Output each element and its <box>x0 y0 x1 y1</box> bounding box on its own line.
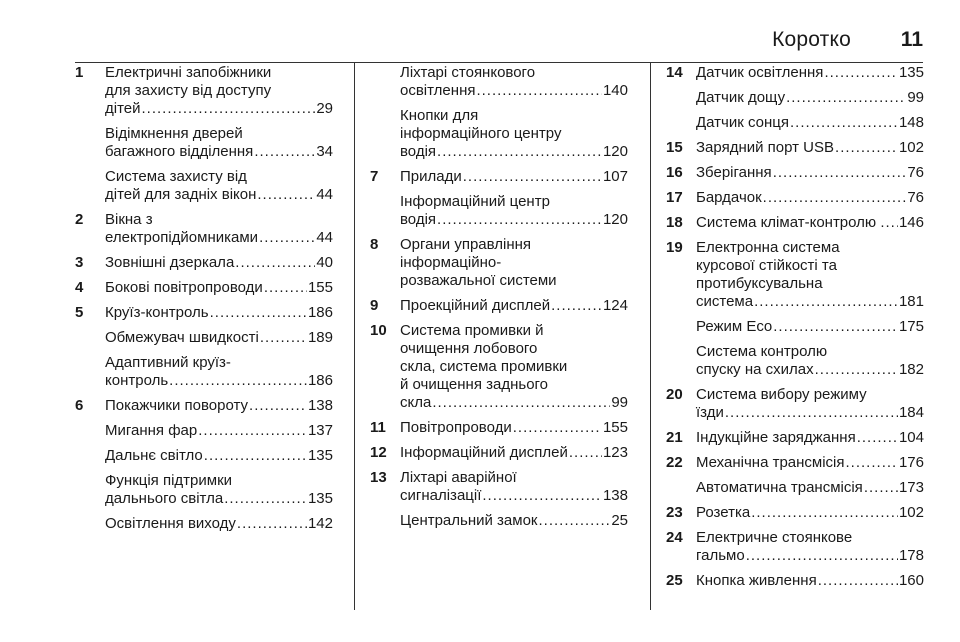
index-entry-line <box>666 429 924 447</box>
index-entry-page: 99 <box>907 89 924 106</box>
index-entry <box>666 529 924 565</box>
index-entry-line <box>370 469 628 487</box>
index-entry-text: Центральний замок <box>400 512 538 529</box>
index-entry-number: 10 <box>370 322 387 339</box>
index-entry-page: 186 <box>307 372 333 389</box>
index-entry-number: 21 <box>666 429 683 446</box>
index-entry <box>75 397 333 415</box>
index-entry-text: дітей для задніх вікон <box>105 186 257 203</box>
index-entry-text: Прилади <box>400 168 462 185</box>
index-entry-page: 176 <box>898 454 924 471</box>
dot-leader <box>725 404 898 422</box>
index-entry-page: 34 <box>316 143 333 160</box>
dot-leader <box>513 419 602 437</box>
index-entry-number: 15 <box>666 139 683 156</box>
index-entry-line <box>666 114 924 132</box>
index-entry-line <box>75 168 333 186</box>
index-entry-text: інформаційного центру <box>400 125 562 142</box>
index-entry-line <box>370 64 628 82</box>
dot-leader <box>437 143 602 161</box>
index-entry <box>666 318 924 336</box>
index-entry <box>666 479 924 497</box>
index-column-1 <box>75 64 333 540</box>
index-entry-number: 16 <box>666 164 683 181</box>
index-entry-page: 155 <box>307 279 333 296</box>
index-entry-page: 76 <box>907 189 924 206</box>
index-entry-page: 138 <box>307 397 333 414</box>
index-entry-text: Розетка <box>696 504 751 521</box>
index-entry-line <box>666 361 924 379</box>
column-divider-2 <box>650 62 651 610</box>
page-number: 11 <box>900 28 923 51</box>
page-header <box>75 26 923 58</box>
index-entry-line <box>666 479 924 497</box>
index-entry-page: 137 <box>307 422 333 439</box>
index-entry <box>666 239 924 311</box>
index-entry-number: 12 <box>370 444 387 461</box>
page-title: Коротко <box>772 28 851 51</box>
index-entry-page: 186 <box>307 304 333 321</box>
index-entry-line <box>75 125 333 143</box>
dot-leader <box>773 318 898 336</box>
index-entry-page: 123 <box>602 444 628 461</box>
index-entry <box>666 114 924 132</box>
dot-leader <box>463 168 602 186</box>
index-entry-text: Органи управління <box>400 236 532 253</box>
index-entry <box>370 469 628 505</box>
index-entry-line <box>666 504 924 522</box>
index-entry-text: система <box>696 293 754 310</box>
index-entry <box>666 189 924 207</box>
index-entry-text: освітлення <box>400 82 476 99</box>
index-entry-text: інформаційно- <box>400 254 502 271</box>
index-entry-text: електропідйомниками <box>105 229 259 246</box>
index-entry-text: Круїз-контроль <box>105 304 209 321</box>
index-entry-text: протибуксувальна <box>696 275 823 292</box>
dot-leader <box>204 447 307 465</box>
index-entry <box>75 515 333 533</box>
index-entry <box>75 125 333 161</box>
index-entry-text: водія <box>400 211 437 228</box>
column-divider-1 <box>354 62 355 610</box>
index-entry-page: 104 <box>898 429 924 446</box>
dot-leader <box>818 572 898 590</box>
index-entry-text: скла, система промивки <box>400 358 568 375</box>
index-entry-text: спуску на схилах <box>696 361 814 378</box>
dot-leader <box>746 547 898 565</box>
index-entry <box>75 472 333 508</box>
index-entry-page: 44 <box>316 186 333 203</box>
index-entry <box>666 504 924 522</box>
index-entry <box>75 447 333 465</box>
dot-leader <box>249 397 307 415</box>
index-entry-line <box>75 304 333 322</box>
index-entry-text: курсової стійкості та <box>696 257 837 274</box>
index-entry-text: для захисту від доступу <box>105 82 272 99</box>
index-entry-page: 155 <box>602 419 628 436</box>
index-entry-text: Електричні запобіжники <box>105 64 272 81</box>
index-entry-text: Система контролю <box>696 343 828 360</box>
index-entry-number: 6 <box>75 397 84 414</box>
index-entry-line <box>666 275 924 293</box>
index-entry-text: очищення лобового <box>400 340 538 357</box>
dot-leader <box>224 490 307 508</box>
index-entry-text: контроль <box>105 372 169 389</box>
index-column-2 <box>370 64 628 537</box>
index-entry-line <box>75 329 333 347</box>
index-entry-text: Датчик освітлення <box>696 64 824 81</box>
index-entry-number: 24 <box>666 529 683 546</box>
index-entry-text: Вікна з <box>105 211 153 228</box>
index-entry-line <box>666 189 924 207</box>
index-entry-line <box>370 419 628 437</box>
index-entry <box>666 343 924 379</box>
index-entry-line <box>666 547 924 565</box>
dot-leader <box>857 429 898 447</box>
index-entry-line <box>370 487 628 505</box>
index-entry-page: 178 <box>898 547 924 564</box>
index-entry-line <box>370 376 628 394</box>
index-entry-line <box>75 397 333 415</box>
index-entry-text: Електронна система <box>696 239 840 256</box>
index-entry-page: 40 <box>316 254 333 271</box>
dot-leader <box>751 504 898 522</box>
index-entry-text: Система промивки й <box>400 322 544 339</box>
index-entry <box>666 89 924 107</box>
dot-leader <box>476 82 602 100</box>
dot-leader <box>142 100 316 118</box>
index-entry-text: дальнього світла <box>105 490 224 507</box>
index-entry-text: Відімкнення дверей <box>105 125 243 142</box>
index-entry-page: 76 <box>907 164 924 181</box>
index-entry-line <box>666 572 924 590</box>
index-entry-line <box>666 89 924 107</box>
index-entry-line <box>666 404 924 422</box>
index-entry <box>370 297 628 315</box>
index-entry <box>370 64 628 100</box>
index-entry <box>370 444 628 462</box>
index-entry-page: 102 <box>898 139 924 156</box>
dot-leader <box>824 64 898 82</box>
dot-leader <box>235 254 315 272</box>
index-entry-line <box>666 454 924 472</box>
index-entry-line <box>75 490 333 508</box>
index-entry-line <box>666 164 924 182</box>
index-entry-line <box>666 64 924 82</box>
index-entry <box>370 236 628 290</box>
index-entry-text: Кнопки для <box>400 107 479 124</box>
index-entry-text: Ліхтарі стоянкового <box>400 64 536 81</box>
index-entry-number: 1 <box>75 64 84 81</box>
index-entry-page: 175 <box>898 318 924 335</box>
dot-leader <box>846 454 898 472</box>
index-entry-line <box>666 529 924 547</box>
index-entry-text: Система захисту від <box>105 168 247 185</box>
index-entry-text: й очищення заднього <box>400 376 549 393</box>
index-entry-page: 135 <box>898 64 924 81</box>
index-entry-line <box>370 272 628 290</box>
index-entry-line <box>75 447 333 465</box>
index-entry-number: 9 <box>370 297 379 314</box>
index-entry-page: 44 <box>316 229 333 246</box>
dot-leader <box>260 329 307 347</box>
index-entry-page: 124 <box>602 297 628 314</box>
index-entry-line <box>370 107 628 125</box>
dot-leader <box>210 304 307 322</box>
dot-leader <box>815 361 898 379</box>
index-entry-number: 25 <box>666 572 683 589</box>
index-entry-line <box>370 394 628 412</box>
dot-leader <box>886 214 898 232</box>
index-entry <box>75 64 333 118</box>
dot-leader <box>437 211 602 229</box>
index-entry-text: скла <box>400 394 432 411</box>
index-entry-line <box>75 64 333 82</box>
index-entry-text: Обмежувач швидкості <box>105 329 259 346</box>
index-entry-page: 173 <box>898 479 924 496</box>
index-entry-number: 17 <box>666 189 683 206</box>
index-entry-line <box>666 386 924 404</box>
index-entry-text: Бокові повітропроводи <box>105 279 263 296</box>
index-entry-line <box>75 422 333 440</box>
dot-leader <box>754 293 898 311</box>
index-entry-page: 142 <box>307 515 333 532</box>
index-entry-line <box>666 139 924 157</box>
index-entry-text: Дальнє світло <box>105 447 203 464</box>
dot-leader <box>259 229 315 247</box>
index-entry-line <box>75 354 333 372</box>
index-entry-number: 3 <box>75 254 84 271</box>
index-entry <box>370 322 628 412</box>
index-entry-line <box>666 293 924 311</box>
index-entry-line <box>370 193 628 211</box>
index-entry <box>75 329 333 347</box>
index-entry <box>75 211 333 247</box>
index-entry-text: Механічна трансмісія <box>696 454 845 471</box>
index-entry-number: 20 <box>666 386 683 403</box>
index-entry <box>666 139 924 157</box>
index-entry-page: 138 <box>602 487 628 504</box>
index-entry-page: 107 <box>602 168 628 185</box>
index-entry-text: Інформаційний центр <box>400 193 550 210</box>
index-entry-line <box>370 236 628 254</box>
index-entry-text: Бардачок <box>696 189 762 206</box>
index-entry-page: 135 <box>307 490 333 507</box>
dot-leader <box>169 372 307 390</box>
index-entry <box>666 454 924 472</box>
index-entry-page: 184 <box>898 404 924 421</box>
index-entry-number: 4 <box>75 279 84 296</box>
index-entry-text: Зарядний порт USB <box>696 139 835 156</box>
index-entry-line <box>370 143 628 161</box>
index-entry-line <box>75 82 333 100</box>
dot-leader <box>569 444 602 462</box>
index-entry-text: Освітлення виходу <box>105 515 236 532</box>
index-entry-page: 181 <box>898 293 924 310</box>
dot-leader <box>254 143 315 161</box>
index-entry <box>75 354 333 390</box>
index-entry-text: багажного відділення <box>105 143 254 160</box>
index-entry-number: 23 <box>666 504 683 521</box>
dot-leader <box>835 139 898 157</box>
index-entry-line <box>370 297 628 315</box>
index-entry-text: розважальної системи <box>400 272 557 289</box>
index-entry-text: Повітропроводи <box>400 419 512 436</box>
index-entry-line <box>75 186 333 204</box>
index-entry-line <box>75 515 333 533</box>
index-entry-text: Датчик сонця <box>696 114 789 131</box>
index-entry-line <box>75 279 333 297</box>
index-entry-text: Система клімат-контролю . <box>696 214 885 231</box>
index-entry-number: 8 <box>370 236 379 253</box>
index-entry-text: Датчик дощу <box>696 89 786 106</box>
index-entry-text: водія <box>400 143 437 160</box>
index-entry-page: 140 <box>602 82 628 99</box>
index-entry-line <box>75 100 333 118</box>
dot-leader <box>257 186 315 204</box>
index-entry-page: 148 <box>898 114 924 131</box>
index-entry-text: Функція підтримки <box>105 472 233 489</box>
index-entry-line <box>370 82 628 100</box>
dot-leader <box>539 512 611 530</box>
index-entry-text: Автоматична трансмісія <box>696 479 863 496</box>
index-entry <box>75 254 333 272</box>
index-entry <box>75 168 333 204</box>
index-entry-page: 102 <box>898 504 924 521</box>
dot-leader <box>237 515 307 533</box>
index-entry-line <box>75 472 333 490</box>
dot-leader <box>773 164 907 182</box>
index-entry-line <box>666 239 924 257</box>
index-column-3 <box>666 64 924 597</box>
dot-leader <box>264 279 307 297</box>
dot-leader <box>482 487 602 505</box>
index-entry <box>666 64 924 82</box>
dot-leader <box>864 479 898 497</box>
index-entry-page: 146 <box>898 214 924 231</box>
index-entry-line <box>370 340 628 358</box>
index-entry-line <box>75 254 333 272</box>
index-entry <box>75 422 333 440</box>
index-entry-page: 182 <box>898 361 924 378</box>
dot-leader <box>198 422 307 440</box>
index-entry <box>75 304 333 322</box>
index-entry-page: 29 <box>316 100 333 117</box>
index-entry-text: Система вибору режиму <box>696 386 867 403</box>
index-entry-text: Ліхтарі аварійної <box>400 469 517 486</box>
index-entry-text: Електричне стоянкове <box>696 529 853 546</box>
index-entry-number: 18 <box>666 214 683 231</box>
index-entry-text: гальмо <box>696 547 745 564</box>
index-entry-text: Проекційний дисплей <box>400 297 551 314</box>
index-entry <box>370 107 628 161</box>
index-entry-page: 135 <box>307 447 333 464</box>
index-entry-text: сигналізації <box>400 487 482 504</box>
index-entry-text: Покажчики повороту <box>105 397 249 414</box>
index-entry-number: 13 <box>370 469 387 486</box>
index-entry-text: Адаптивний круїз- <box>105 354 231 371</box>
index-entry-line <box>370 168 628 186</box>
header-rule <box>75 62 923 63</box>
index-entry <box>666 429 924 447</box>
index-entry-text: Кнопка живлення <box>696 572 817 589</box>
index-entry-text: Зовнішні дзеркала <box>105 254 235 271</box>
index-entry <box>370 168 628 186</box>
index-entry-page: 120 <box>602 211 628 228</box>
index-entry-line <box>75 372 333 390</box>
index-entry-page: 189 <box>307 329 333 346</box>
index-entry-line <box>666 343 924 361</box>
index-entry-page: 120 <box>602 143 628 160</box>
index-entry-page: 160 <box>898 572 924 589</box>
index-entry-line <box>666 257 924 275</box>
index-entry <box>75 279 333 297</box>
index-entry-line <box>370 444 628 462</box>
index-entry-text: Мигання фар <box>105 422 198 439</box>
dot-leader <box>786 89 906 107</box>
index-entry-number: 5 <box>75 304 84 321</box>
index-entry-number: 2 <box>75 211 84 228</box>
index-entry-line <box>75 211 333 229</box>
index-entry-number: 11 <box>370 419 386 436</box>
index-entry-number: 22 <box>666 454 683 471</box>
dot-leader <box>432 394 610 412</box>
index-entry <box>666 572 924 590</box>
dot-leader <box>551 297 602 315</box>
index-entry <box>370 512 628 530</box>
index-entry-page: 25 <box>611 512 628 529</box>
index-entry-number: 7 <box>370 168 379 185</box>
dot-leader <box>763 189 907 207</box>
index-entry-line <box>75 229 333 247</box>
index-entry-line <box>370 125 628 143</box>
index-entry-text: Інформаційний дисплей <box>400 444 568 461</box>
index-entry-page: 99 <box>611 394 628 411</box>
index-entry-line <box>370 358 628 376</box>
index-entry <box>370 193 628 229</box>
index-entry <box>370 419 628 437</box>
index-entry-line <box>666 318 924 336</box>
dot-leader <box>790 114 898 132</box>
index-entry <box>666 214 924 232</box>
index-entry-text: їзди <box>696 404 724 421</box>
index-entry-line <box>666 214 924 232</box>
index-entry <box>666 386 924 422</box>
index-entry-line <box>370 211 628 229</box>
index-entry-line <box>370 322 628 340</box>
index-entry-line <box>370 254 628 272</box>
index-entry <box>666 164 924 182</box>
index-entry-text: Індукційне заряджання <box>696 429 856 446</box>
index-entry-text: Зберігання <box>696 164 772 181</box>
index-entry-number: 19 <box>666 239 683 256</box>
index-entry-line <box>75 143 333 161</box>
index-entry-number: 14 <box>666 64 683 81</box>
index-entry-line <box>370 512 628 530</box>
index-entry-text: Режим Eco <box>696 318 773 335</box>
index-entry-text: дітей <box>105 100 141 117</box>
